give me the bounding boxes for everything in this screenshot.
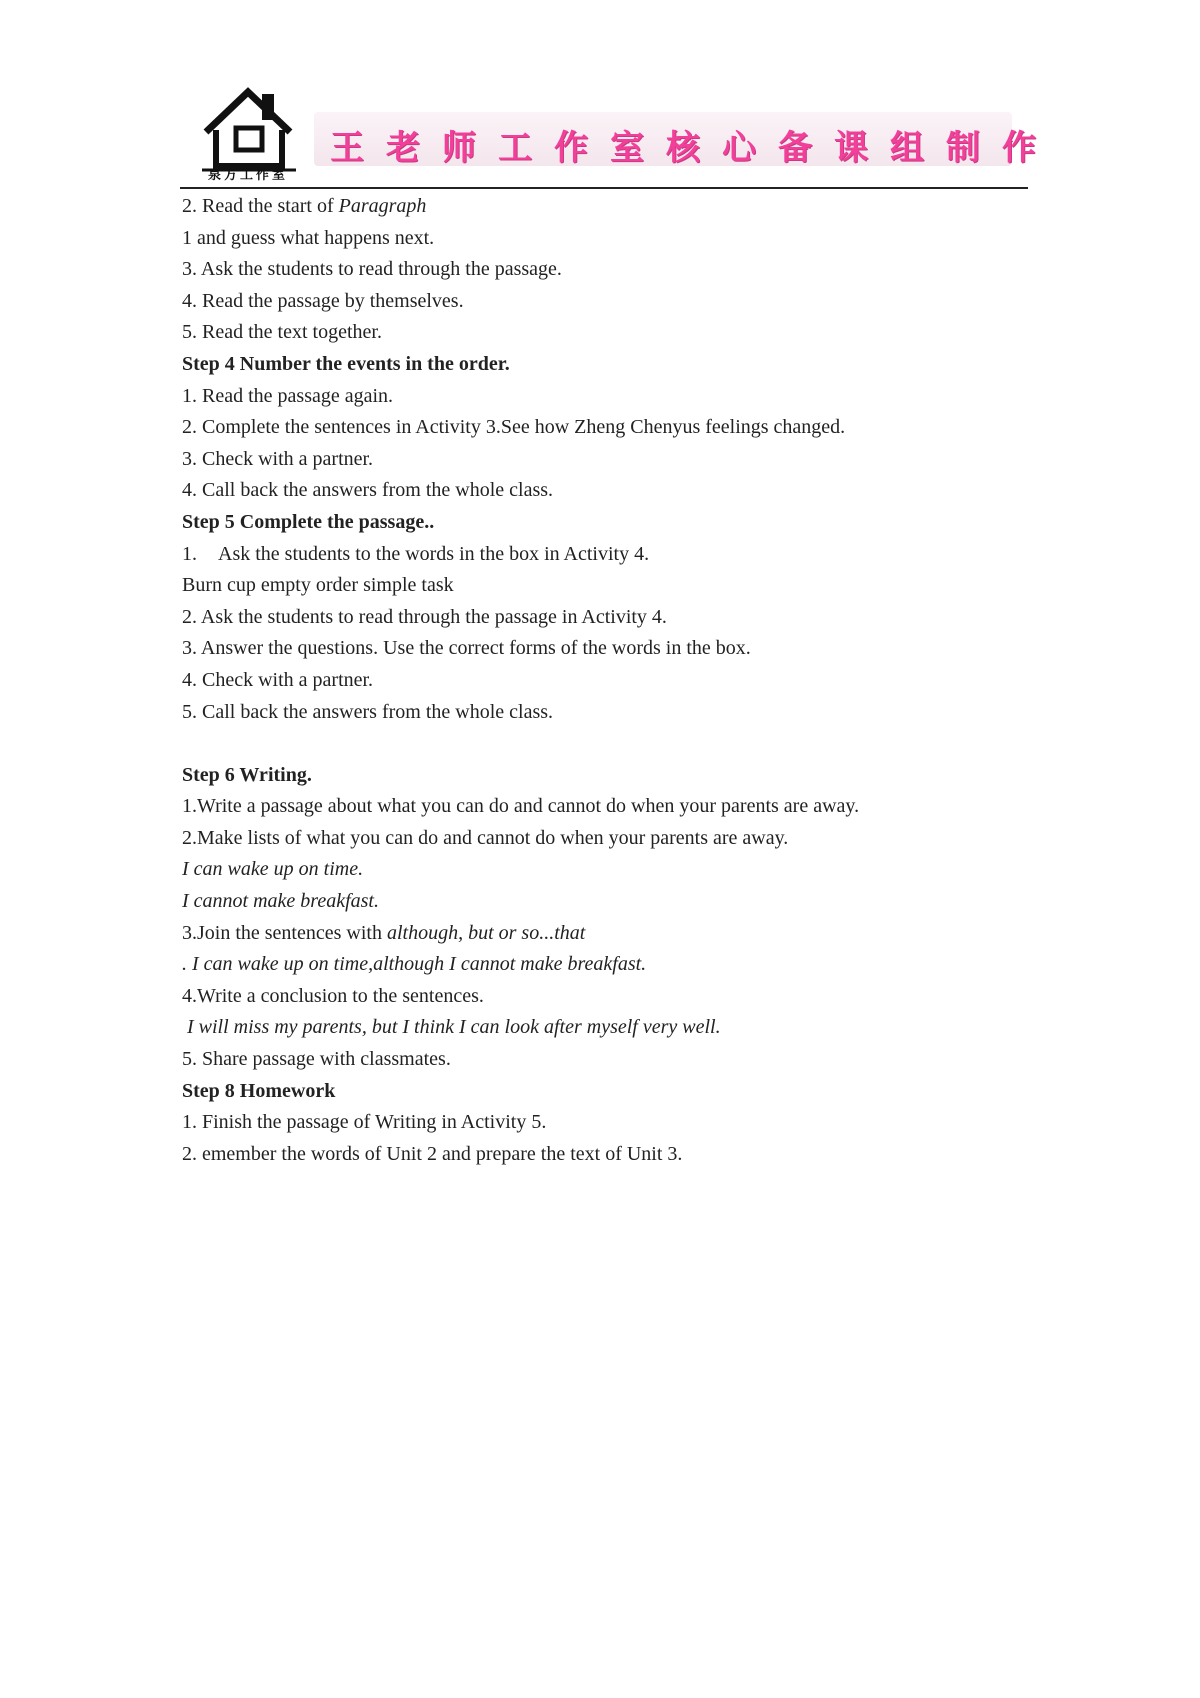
step4-item-3: 3. Check with a partner. bbox=[182, 447, 374, 470]
step6-example-4: I will miss my parents, but I think I can look after myself very well. bbox=[187, 1016, 721, 1039]
text-run: 3.Join the sentences with bbox=[182, 921, 387, 944]
step5-item-1 bbox=[182, 539, 1022, 571]
step8-heading: Step 8 Homework bbox=[182, 1079, 336, 1102]
banner-title: 王老师工作室核心备课组制作 bbox=[330, 128, 1058, 168]
step6-item-3 bbox=[182, 918, 1022, 950]
step6-example-3: . I can wake up on time,although I cannot make breakfast. bbox=[182, 953, 647, 976]
step3-item-4: 4. Read the passage by themselves. bbox=[182, 289, 464, 312]
step5-heading: Step 5 Complete the passage.. bbox=[182, 510, 435, 533]
italic-run: although, but or so...that bbox=[386, 921, 586, 944]
step4-heading: Step 4 Number the events in the order. bbox=[182, 352, 510, 375]
step3-item-2-cont: 1 and guess what happens next. bbox=[182, 226, 435, 249]
text-run: 2. Read the start of bbox=[182, 195, 339, 217]
step6-item-4: 4.Write a conclusion to the sentences. bbox=[182, 984, 484, 1007]
step5-word-box: Burn cup empty order simple task bbox=[182, 574, 454, 597]
blank-line bbox=[182, 728, 1022, 760]
step4-item-4: 4. Call back the answers from the whole class. bbox=[182, 479, 554, 502]
step5-item-3: 3. Answer the questions. Use the correct forms of the words in the box. bbox=[182, 637, 751, 660]
page-header bbox=[180, 76, 1058, 190]
document-body bbox=[182, 191, 1022, 1170]
step6-item-2: 2.Make lists of what you can do and cannot do when your parents are away. bbox=[182, 826, 789, 849]
step3-item-2 bbox=[182, 191, 1022, 223]
step5-item-4: 4. Check with a partner. bbox=[182, 668, 374, 691]
step3-item-5: 5. Read the text together. bbox=[182, 321, 382, 344]
step6-example-2: I cannot make breakfast. bbox=[182, 890, 379, 913]
step4-item-1: 1. Read the passage again. bbox=[182, 384, 394, 407]
step8-item-2: 2. emember the words of Unit 2 and prepare the text of Unit 3. bbox=[182, 1142, 683, 1165]
logo-caption: 泉方工作室 bbox=[208, 168, 289, 183]
step6-heading: Step 6 Writing. bbox=[182, 763, 312, 786]
step6-item-5: 5. Share passage with classmates. bbox=[182, 1048, 451, 1071]
italic-run: Paragraph bbox=[338, 195, 427, 217]
step3-item-3: 3. Ask the students to read through the passage. bbox=[182, 258, 562, 281]
step8-item-1: 1. Finish the passage of Writing in Activity 5. bbox=[182, 1111, 547, 1134]
step5-item-2: 2. Ask the students to read through the passage in Activity 4. bbox=[182, 605, 667, 628]
step6-item-1: 1.Write a passage about what you can do and cannot do when your parents are away. bbox=[182, 795, 860, 818]
list-text: Ask the students to the words in the box in Activity 4. bbox=[218, 542, 650, 565]
header-divider bbox=[180, 187, 1028, 189]
step5-item-5: 5. Call back the answers from the whole class. bbox=[182, 700, 554, 723]
step4-item-2: 2. Complete the sentences in Activity 3.See how Zheng Chenyus feelings changed. bbox=[182, 416, 846, 439]
list-number: 1. bbox=[182, 542, 197, 565]
step6-example-1: I can wake up on time. bbox=[182, 858, 364, 881]
